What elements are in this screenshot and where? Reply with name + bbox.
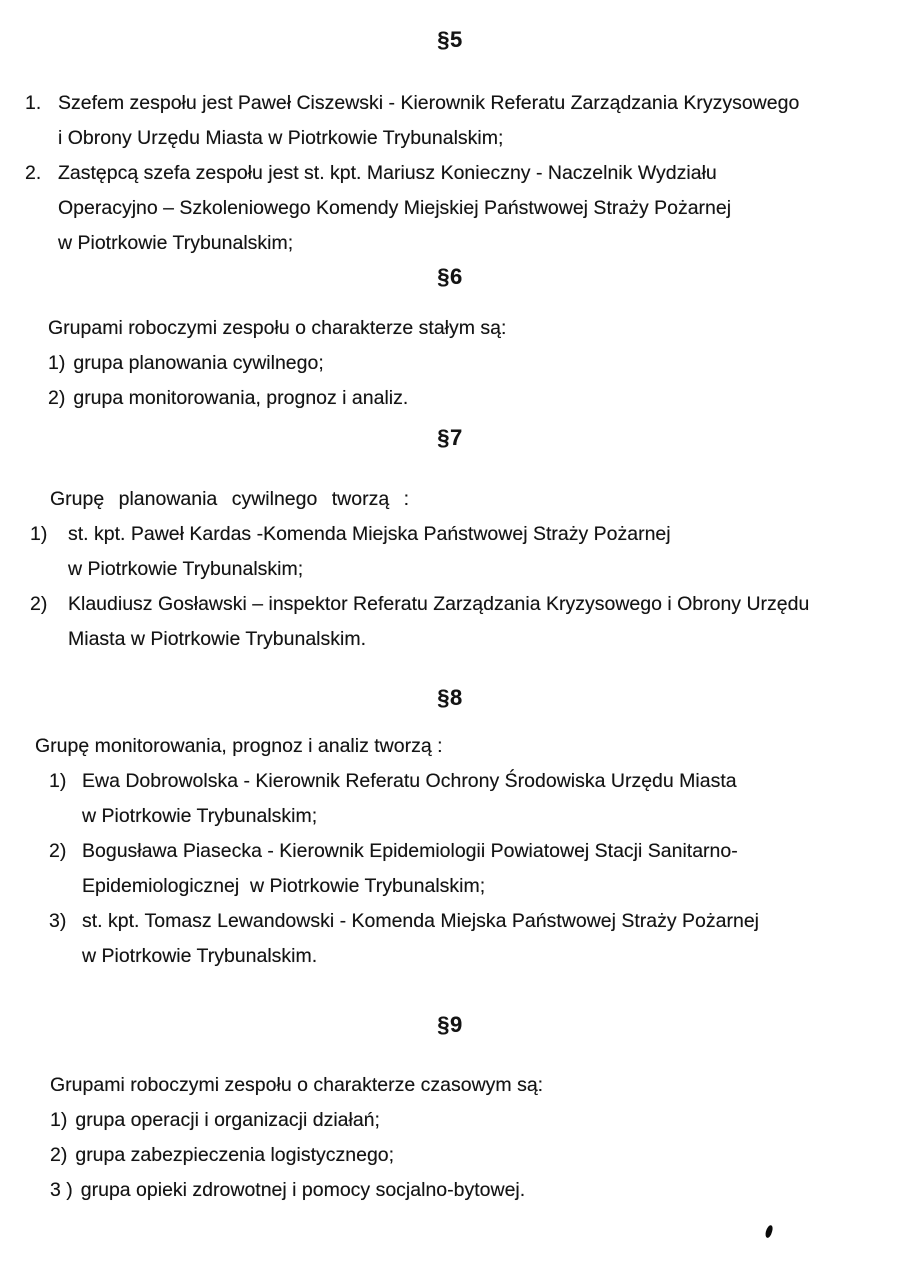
section-9 — [0, 1011, 900, 1208]
section-7-intro: Grupę planowania cywilnego tworzą : — [50, 488, 410, 510]
text-line: grupa operacji i organizacji działań; — [75, 1109, 380, 1131]
item-text — [82, 764, 900, 834]
ink-speck-mark — [765, 1224, 774, 1238]
item-marker: 1. — [25, 92, 42, 114]
item-text — [82, 834, 900, 904]
text-line: grupa planowania cywilnego; — [73, 352, 324, 374]
item-marker: 3) — [49, 910, 67, 932]
item-marker: 2) — [48, 387, 66, 409]
text-line: Miasta w Piotrkowie Trybunalskim. — [68, 628, 367, 650]
item-text — [68, 517, 900, 587]
text-line: w Piotrkowie Trybunalskim; — [82, 805, 318, 827]
section-9-intro: Grupami roboczymi zespołu o charakterze czasowym są: — [50, 1074, 544, 1096]
text-line: grupa zabezpieczenia logistycznego; — [75, 1144, 395, 1166]
section-6-heading: §6 — [437, 264, 463, 289]
item-text — [58, 86, 900, 156]
text-line: Epidemiologicznej w Piotrkowie Trybunalskim; — [82, 875, 486, 897]
text-line: Operacyjno – Szkoleniowego Komendy Miejskiej Państwowej Straży Pożarnej — [58, 197, 732, 219]
text-line: i Obrony Urzędu Miasta w Piotrkowie Trybunalskim; — [58, 127, 504, 149]
text-line: grupa monitorowania, prognoz i analiz. — [73, 387, 409, 409]
item-marker: 1) — [49, 770, 67, 792]
list-item — [0, 381, 900, 416]
section-9-heading: §9 — [437, 1012, 463, 1037]
list-item — [0, 587, 900, 657]
text-line: w Piotrkowie Trybunalskim. — [82, 945, 318, 967]
section-6-intro: Grupami roboczymi zespołu o charakterze stałym są: — [48, 317, 507, 339]
list-item — [0, 904, 900, 974]
text-line: st. kpt. Paweł Kardas -Komenda Miejska Państwowej Straży Pożarnej — [68, 523, 671, 545]
text-line: w Piotrkowie Trybunalskim; — [58, 232, 294, 254]
section-8-heading: §8 — [437, 685, 463, 710]
item-marker: 1) — [48, 352, 66, 374]
section-5 — [0, 0, 900, 261]
item-marker: 1) — [50, 1109, 68, 1131]
list-item — [0, 1103, 900, 1138]
list-item — [0, 1173, 900, 1208]
text-line: grupa opieki zdrowotnej i pomocy socjalno-bytowej. — [80, 1179, 526, 1201]
item-marker: 2) — [30, 593, 48, 615]
section-9-list — [0, 1103, 900, 1208]
list-item — [0, 346, 900, 381]
list-item — [0, 517, 900, 587]
text-line: Klaudiusz Gosławski – inspektor Referatu Zarządzania Kryzysowego i Obrony Urzędu — [68, 593, 810, 615]
item-text — [68, 587, 900, 657]
section-5-heading: §5 — [437, 27, 463, 52]
text-line: Zastępcą szefa zespołu jest st. kpt. Mariusz Konieczny - Naczelnik Wydziału — [58, 162, 717, 184]
item-marker: 3 ) — [50, 1179, 73, 1201]
list-item — [0, 156, 900, 261]
item-text — [82, 904, 900, 974]
section-6 — [0, 263, 900, 416]
section-8-intro: Grupę monitorowania, prognoz i analiz tworzą : — [35, 735, 443, 757]
text-line: w Piotrkowie Trybunalskim; — [68, 558, 304, 580]
section-6-list — [0, 346, 900, 416]
section-7-list — [0, 517, 900, 657]
item-marker: 2) — [50, 1144, 68, 1166]
section-8-list — [0, 764, 900, 974]
text-line: Ewa Dobrowolska - Kierownik Referatu Ochrony Środowiska Urzędu Miasta — [82, 770, 737, 792]
text-line: Bogusława Piasecka - Kierownik Epidemiologii Powiatowej Stacji Sanitarno- — [82, 840, 738, 862]
item-text — [58, 156, 900, 261]
text-line: st. kpt. Tomasz Lewandowski - Komenda Miejska Państwowej Straży Pożarnej — [82, 910, 760, 932]
item-marker: 1) — [30, 523, 48, 545]
section-7 — [0, 424, 900, 657]
list-item — [0, 764, 900, 834]
text-line: Szefem zespołu jest Paweł Ciszewski - Kierownik Referatu Zarządzania Kryzysowego — [58, 92, 800, 114]
list-item — [0, 1138, 900, 1173]
section-5-list — [0, 86, 900, 261]
section-8 — [0, 684, 900, 974]
list-item — [0, 834, 900, 904]
section-7-heading: §7 — [437, 425, 463, 450]
item-marker: 2. — [25, 162, 42, 184]
item-marker: 2) — [49, 840, 67, 862]
list-item — [0, 86, 900, 156]
